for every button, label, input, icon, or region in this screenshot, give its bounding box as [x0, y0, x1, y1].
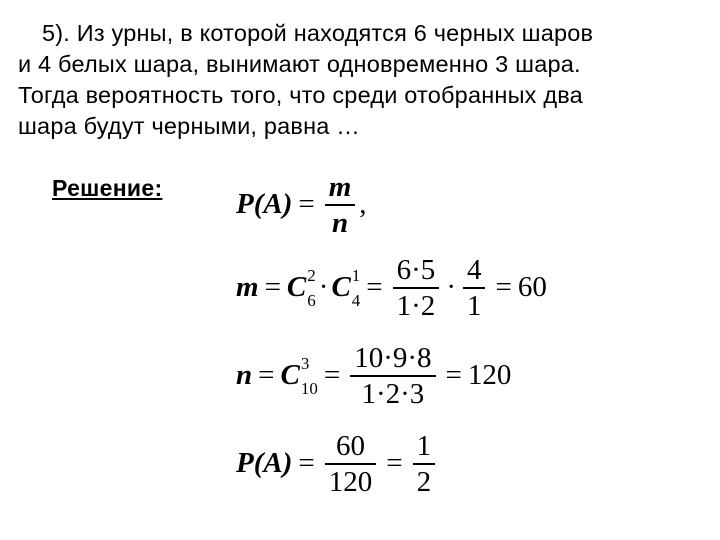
numerator: 6·5: [396, 254, 436, 286]
solution-label: Решение:: [52, 175, 163, 201]
fraction: [463, 253, 486, 323]
problem-line: 5). Из урны, в которой находятся 6 черных шаров: [42, 20, 594, 46]
combination-superscript: 2: [307, 265, 316, 285]
formula-lhs: P(A): [236, 447, 293, 480]
fraction: [325, 429, 377, 499]
comma: ,: [359, 188, 367, 221]
combination-subscript: 6: [307, 290, 316, 310]
combination-subscript: 10: [300, 378, 318, 398]
denominator: 1·2·3: [361, 377, 425, 410]
formula-m: [236, 253, 547, 323]
combination-letter: C: [331, 271, 351, 304]
problem-line: и 4 белых шара, вынимают одновременно 3 шара.: [18, 51, 581, 77]
equals-sign: =: [366, 271, 383, 304]
combination-superscript: 3: [300, 353, 310, 373]
formula-probability-definition: [236, 170, 367, 240]
fraction: [413, 429, 436, 499]
combination-letter: C: [280, 359, 300, 392]
equals-sign: =: [495, 271, 512, 304]
problem-text: [18, 18, 708, 142]
denominator: n: [331, 206, 349, 239]
formula-lhs: P(A): [236, 188, 293, 221]
equals-sign: =: [445, 359, 462, 392]
equals-sign: =: [298, 188, 315, 221]
equals-sign: =: [264, 271, 281, 304]
multiply-dot: ·: [318, 271, 329, 304]
numerator: 60: [335, 430, 365, 462]
numerator: 4: [466, 254, 482, 286]
denominator: 120: [328, 465, 373, 498]
formula-lhs: n: [236, 359, 253, 392]
result-value: 120: [467, 359, 512, 392]
numerator: 10·9·8: [354, 342, 432, 374]
equals-sign: =: [323, 359, 341, 392]
combination-superscript: 1: [351, 265, 361, 285]
denominator: 1: [466, 289, 482, 322]
equals-sign: =: [386, 447, 403, 480]
combination-letter: C: [286, 271, 307, 304]
fraction: [393, 253, 440, 323]
combination-subscript: 4: [351, 290, 361, 310]
numerator: m: [328, 171, 352, 203]
multiply-dot: ·: [446, 271, 456, 304]
numerator: 1: [416, 430, 432, 462]
fraction: [325, 170, 356, 240]
equals-sign: =: [298, 447, 315, 480]
fraction: [350, 341, 435, 411]
result-value: 60: [517, 271, 547, 304]
problem-line: шара будут черными, равна …: [18, 113, 360, 139]
problem-line: Тогда вероятность того, что среди отобранных два: [18, 82, 583, 108]
formula-lhs: m: [236, 271, 259, 304]
formula-n: [236, 341, 511, 411]
combination: [287, 267, 316, 309]
combination: [331, 267, 360, 309]
combination: [281, 355, 318, 397]
formula-probability-result: [236, 429, 439, 499]
denominator: 2: [416, 465, 432, 498]
denominator: 1·2: [396, 289, 436, 322]
equals-sign: =: [258, 359, 275, 392]
